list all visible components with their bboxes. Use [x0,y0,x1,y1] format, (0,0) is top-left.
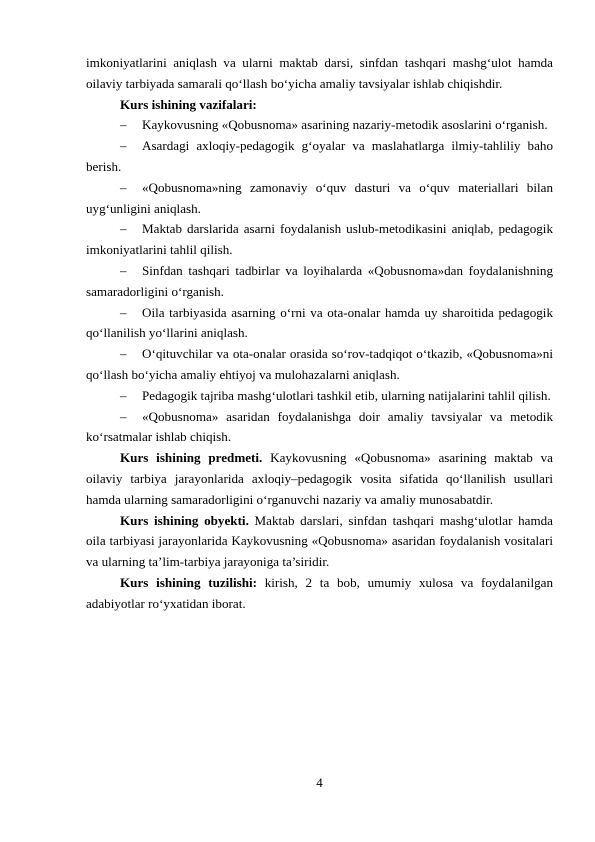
structure-label: Kurs ishining tuzilishi: [120,574,257,590]
tasks-list [86,115,553,448]
bullet-dash: – [120,117,127,133]
task-text: Maktab darslarida asarni foydalanish uslub-metodikasini aniqlab, pedagogik imkoniyatlarini tahlil qilish. [86,221,553,258]
bullet-dash: – [120,304,127,320]
page-number: 4 [316,775,323,790]
task-item [86,261,553,303]
bullet-dash: – [120,221,127,237]
object-label: Kurs ishining obyekti. [120,512,249,528]
task-item [86,115,553,136]
bullet-dash: – [120,387,127,403]
object-paragraph [86,511,553,573]
bullet-dash: – [120,179,127,195]
structure-text: kirish, 2 ta bob, umumiy xulosa va foydalanilgan adabiyotlar ro‘yxatidan iborat. [86,574,553,611]
task-text: «Qobusnoma» asaridan foydalanishga doir amaliy tavsiyalar va metodik ko‘rsatmalar ishlab chiqish. [86,408,553,445]
subject-label: Kurs ishining predmeti. [120,450,263,466]
object-text: Maktab darslari, sinfdan tashqari mashg‘ulotlar hamda oila tarbiyasi jarayonlarida Kaykovusning «Qobusnoma» asaridan foydalanish vositalari va ularning ta’lim-tarbiya jarayoniga ta’siridir. [86,512,553,570]
task-text: Kaykovusning «Qobusnoma» asarining nazariy-metodik asoslarini o‘rganish. [142,117,548,133]
tasks-heading: Kurs ishining vazifalari: [120,96,257,112]
task-text: Sinfdan tashqari tadbirlar va loyihalarda «Qobusnoma»dan foydalanishning samaradorligini o‘rganish. [86,262,553,299]
subject-text: Kaykovusning «Qobusnoma» asarining maktab va oilaviy tarbiya jarayonlarida axloqiy–pedagogik vosita sifatida qo‘llanilish usullari hamda ularning samaradorligini o‘rganuvchi nazariy va amaliy munosabatdir. [86,450,553,507]
bullet-dash: – [120,346,127,362]
task-text: Pedagogik tajriba mashg‘ulotlari tashkil etib, ularning natijalarini tahlil qilish. [142,387,551,403]
document-page [86,53,553,615]
task-item [86,344,553,386]
task-item [86,303,553,345]
bullet-dash: – [120,262,127,278]
bullet-dash: – [120,408,127,424]
task-text: Asardagi axloqiy-pedagogik g‘oyalar va maslahatlarga ilmiy-tahliliy baho berish. [86,138,553,174]
task-item [86,386,553,407]
task-item [86,219,553,261]
bullet-dash: – [120,138,127,154]
task-item [86,407,553,449]
intro-paragraph: imkoniyatlarini aniqlash va ularni maktab darsi, sinfdan tashqari mashg‘ulot hamda oilaviy tarbiyada samarali qo‘llash bo‘yicha amaliy tavsiyalar ishlab chiqishdir. [86,55,553,91]
task-text: O‘qituvchilar va ota-onalar orasida so‘rov-tadqiqot o‘tkazib, «Qobusnoma»ni qo‘llash bo‘yicha amaliy ehtiyoj va mulohazalarni aniqlash. [86,346,553,382]
task-text: «Qobusnoma»ning zamonaviy o‘quv dasturi va o‘quv materiallari bilan uyg‘unligini aniqlash. [86,179,553,216]
task-item [86,178,553,220]
task-item [86,136,553,178]
task-text: Oila tarbiyasida asarning o‘rni va ota-onalar hamda uy sharoitida pedagogik qo‘llanilish yo‘llarini aniqlash. [86,304,553,341]
structure-paragraph [86,573,553,615]
subject-paragraph [86,448,553,510]
